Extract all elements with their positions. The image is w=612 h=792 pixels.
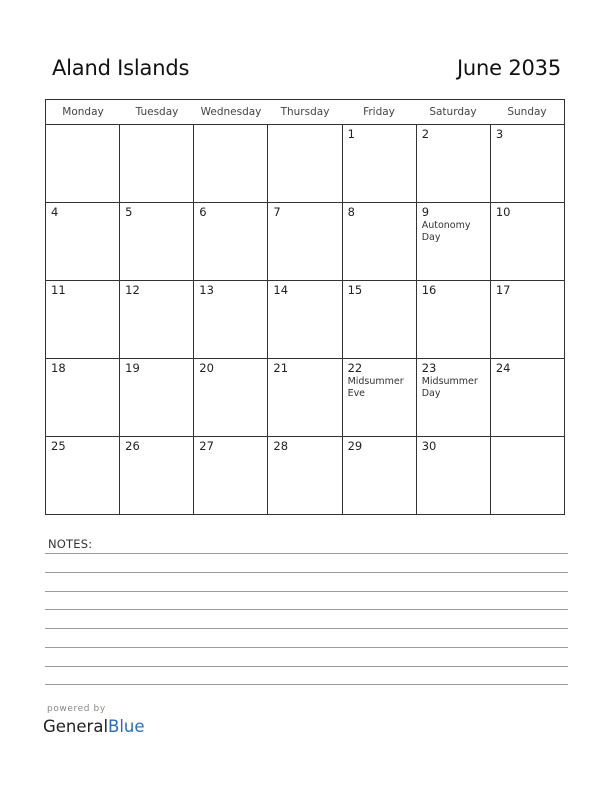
day-number: 15 [347,283,363,297]
day-cell [343,203,417,280]
day-number: 4 [51,205,59,219]
day-cell [268,359,342,436]
day-number: 10 [495,205,511,219]
holiday-label: Midsummer Eve [347,376,404,399]
day-number: 11 [51,283,66,297]
region-title: Aland Islands [52,56,190,80]
day-cell [343,437,417,514]
week-row [46,203,564,281]
day-cell [417,281,491,358]
month-year-title: June 2035 [456,56,561,80]
weekday-saturday: Saturday [429,106,477,118]
day-cell [491,359,564,436]
weekday-sunday: Sunday [507,106,547,118]
notes-line [45,628,568,629]
notes-line [45,591,568,592]
day-number: 21 [273,361,289,375]
day-number: 23 [421,361,437,375]
week-row [46,359,564,437]
day-number: 26 [125,439,140,453]
notes-line [45,572,568,573]
calendar-weeks [46,125,564,514]
day-number: 5 [125,205,133,219]
day-cell [120,281,194,358]
notes-line [45,553,568,554]
day-cell [194,437,268,514]
generalblue-logo [43,717,145,736]
weekday-wednesday: Wednesday [200,106,262,118]
powered-by-text: powered by [47,704,106,714]
day-cell [194,281,268,358]
day-cell [46,437,120,514]
day-cell [417,437,491,514]
day-number: 19 [125,361,140,375]
holiday-label: Autonomy Day [421,220,471,243]
day-cell [268,125,342,202]
day-cell [194,359,268,436]
day-cell [491,125,564,202]
day-number: 18 [51,361,66,375]
notes-line [45,666,568,667]
week-row [46,437,564,514]
calendar-grid [45,99,565,515]
notes-line [45,647,568,648]
day-number: 3 [495,127,504,141]
day-cell [491,281,564,358]
day-cell [417,203,491,280]
day-number: 29 [347,439,363,453]
day-cell [417,125,491,202]
weekday-tuesday: Tuesday [135,106,179,118]
day-number: 2 [421,127,430,141]
day-cell [46,359,120,436]
weekday-monday: Monday [62,106,104,118]
day-cell [268,281,342,358]
day-cell [491,203,564,280]
day-number: 14 [273,283,289,297]
weekday-header-row [46,100,564,125]
day-number: 6 [199,205,207,219]
day-number: 28 [273,439,289,453]
day-cell [120,437,194,514]
weekday-friday: Friday [363,106,395,118]
day-cell [120,125,194,202]
brand-blue-text: Blue [108,717,145,736]
day-cell [268,437,342,514]
day-number: 20 [199,361,214,375]
day-number: 17 [495,283,511,297]
day-number: 13 [199,283,214,297]
day-cell [417,359,491,436]
holiday-label: Midsummer Day [421,376,478,399]
brand-general-text: General [43,717,109,736]
day-cell [46,203,120,280]
day-number: 12 [125,283,140,297]
day-number: 8 [347,205,355,219]
day-cell [46,281,120,358]
day-cell [343,359,417,436]
day-number: 22 [347,361,363,375]
notes-label: NOTES: [48,537,93,551]
day-number: 27 [199,439,214,453]
day-cell [268,203,342,280]
day-cell [194,203,268,280]
weekday-thursday: Thursday [280,106,330,118]
week-row [46,281,564,359]
day-number: 30 [421,439,437,453]
day-number: 16 [421,283,437,297]
day-cell [120,359,194,436]
day-number: 1 [347,127,355,141]
day-cell [120,203,194,280]
day-cell [343,281,417,358]
day-cell [46,125,120,202]
day-number: 25 [51,439,66,453]
day-cell [194,125,268,202]
day-cell [491,437,564,514]
day-number: 24 [495,361,511,375]
day-number: 9 [421,205,430,219]
notes-line [45,684,568,685]
day-number: 7 [273,205,281,219]
week-row [46,125,564,203]
day-cell [343,125,417,202]
notes-line [45,609,568,610]
